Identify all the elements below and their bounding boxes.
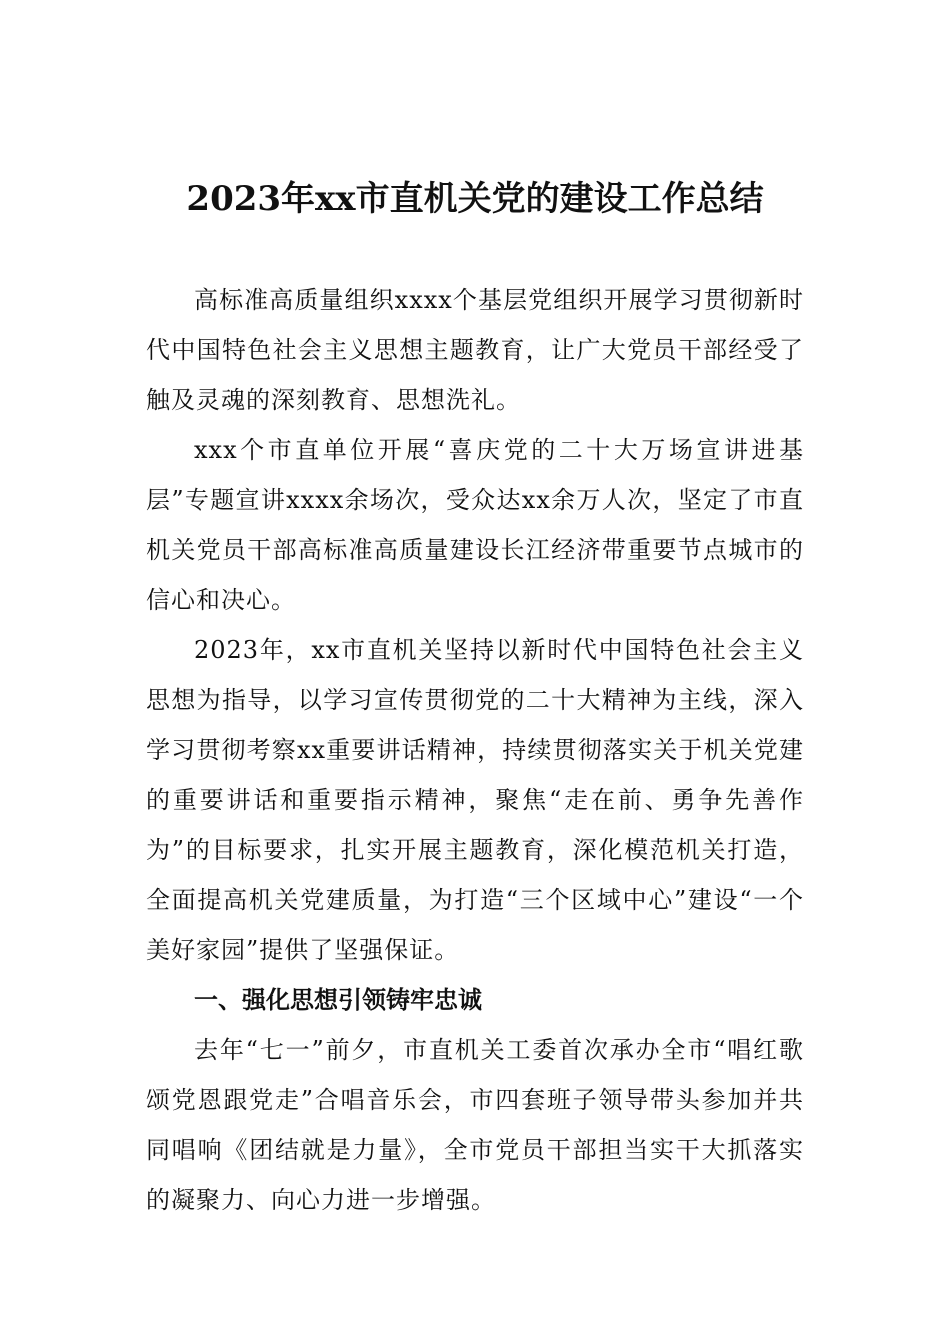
- paragraph-3: 2023年，xx市直机关坚持以新时代中国特色社会主义思想为指导，以学习宣传贯彻党的二十大精神为主线，深入学习贯彻考察xx重要讲话精神，持续贯彻落实关于机关党建的重要讲话和重要指示精神，聚焦“走在前、勇争先善作为”的目标要求，扎实开展主题教育，深化模范机关打造，全面提高机关党建质量，为打造“三个区域中心”建设“一个美好家园”提供了坚强保证。: [146, 636, 804, 964]
- section-paragraph: 去年“七一”前夕，市直机关工委首次承办全市“唱红歌颂党恩跟党走”合唱音乐会，市四套班子领导带头参加并共同唱响《团结就是力量》，全市党员干部担当实干大抓落实的凝聚力、向心力进一步增强。: [146, 1036, 804, 1214]
- document-title: 2023年xx市直机关党的建设工作总结: [186, 179, 764, 219]
- document-body: [146, 275, 804, 1225]
- paragraph-2: xxx个市直单位开展“喜庆党的二十大万场宣讲进基层”专题宣讲xxxx余场次，受众达xx余万人次，坚定了市直机关党员干部高标准高质量建设长江经济带重要节点城市的信心和决心。: [146, 436, 804, 614]
- paragraph-1: 高标准高质量组织xxxx个基层党组织开展学习贯彻新时代中国特色社会主义思想主题教育，让广大党员干部经受了触及灵魂的深刻教育、思想洗礼。: [146, 286, 804, 414]
- section-heading: 一、强化思想引领铸牢忠诚: [194, 986, 482, 1014]
